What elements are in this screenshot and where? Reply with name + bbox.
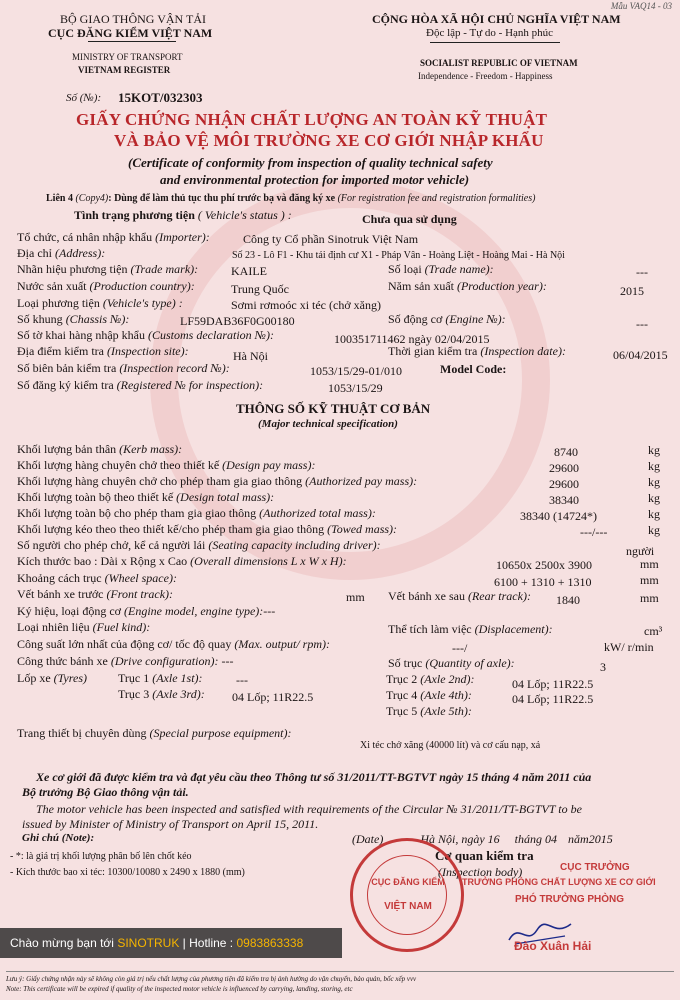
date-label: (Date) Hà Nội, ngày 16 tháng 04 năm2015: [352, 832, 613, 846]
fuel-label: Loại nhiên liệu (Fuel kind):: [17, 620, 151, 634]
spec-title: THÔNG SỐ KỸ THUẬT CƠ BẢN: [236, 401, 431, 416]
engine-no-label: Số động cơ (Engine №):: [388, 312, 506, 326]
registered-value: 1053/15/29: [328, 381, 383, 395]
notes-title: Ghi chú (Note):: [22, 832, 95, 844]
displacement-label: Thể tích làm việc (Displacement):: [388, 622, 553, 636]
spec-unit: kg: [648, 475, 660, 489]
engine-no-value: ---: [636, 317, 648, 331]
spec-value: 29600: [549, 477, 579, 491]
republic-vn: CỘNG HÒA XÃ HỘI CHỦ NGHĨA VIỆT NAM: [372, 12, 621, 26]
title-en-2: and environmental protection for imported motor vehicle): [160, 172, 470, 187]
customs-label: Số tờ khai hàng nhập khẩu (Customs declaration №):: [17, 328, 274, 342]
registered-label: Số đăng ký kiểm tra (Registered № for inspection):: [17, 378, 264, 392]
header-right-divider: [430, 42, 560, 43]
spec-value: ---/---: [580, 525, 608, 539]
title-en-1: (Certificate of conformity from inspection of quality technical safety: [128, 155, 493, 170]
model-code-label: Model Code:: [440, 362, 507, 376]
spec-unit: người: [626, 544, 655, 558]
copy-line: Liên 4 (Copy4): Dùng để làm thủ tục thu phí trước bạ và đăng ký xe (For registration fee and registration formalities): [46, 193, 536, 204]
footer-divider: [6, 971, 674, 972]
record-label: Số biên bản kiểm tra (Inspection record №):: [17, 361, 230, 375]
spec-value: 8740: [554, 445, 578, 459]
department-vn: CỤC ĐĂNG KIỂM VIỆT NAM: [48, 26, 213, 40]
axle-4-label: Trục 4 (Axle 4th):: [386, 688, 472, 702]
hotline-banner[interactable]: Chào mừng bạn tới SINOTRUK | Hotline : 0983863338: [0, 928, 342, 958]
spec-row: Kích thước bao : Dài x Rộng x Cao (Overall dimensions L x W x H):: [17, 554, 347, 568]
hotline-number[interactable]: 0983863338: [236, 936, 304, 950]
spec-row: Khối lượng toàn bộ cho phép tham gia giao thông (Authorized total mass):: [17, 506, 376, 520]
spec-unit: kg: [648, 523, 660, 537]
site-value: Hà Nội: [233, 349, 268, 363]
cert-number: 15KOT/032303: [118, 90, 203, 105]
spec-row: Khối lượng kéo theo theo thiết kế/cho phép tham gia giao thông (Towed mass):: [17, 522, 398, 536]
rear-track-label: Vết bánh xe sau (Rear track):: [388, 589, 531, 603]
axle-2-label: Trục 2 (Axle 2nd):: [386, 672, 475, 686]
site-label: Địa điểm kiểm tra (Inspection site):: [17, 344, 189, 358]
spec-row: Khối lượng toàn bộ theo thiết kế (Design total mass):: [17, 490, 275, 504]
conclusion-vn-1: Xe cơ giới đã được kiểm tra và đạt yêu cầu theo Thông tư số 31/2011/TT-BGTVT ngày 15 tháng 4 năm 2011 của: [36, 770, 592, 784]
footer-line-2: Note: This certificate will be expired if quality of the inspected motor vehicle is influenced by carrying, landing, storing, etc: [6, 985, 353, 993]
spec-unit: kg: [648, 459, 660, 473]
rear-track-unit: mm: [640, 591, 659, 605]
spec-unit: mm: [640, 557, 659, 571]
spec-row: Khối lượng hàng chuyên chở cho phép tham gia giao thông (Authorized pay mass):: [17, 474, 418, 488]
displacement-unit: cm³: [644, 624, 663, 638]
spec-row: Khối lượng bản thân (Kerb mass):: [17, 442, 183, 456]
trade-name-value: ---: [636, 265, 648, 279]
spec-value: 10650x 2500x 3900: [496, 558, 592, 572]
country-label: Nước sản xuất (Production country):: [17, 279, 195, 293]
equipment-value: Xi téc chở xăng (40000 lít) và cơ cấu nạp, xả: [360, 740, 541, 751]
motto-en: Independence - Freedom - Happiness: [418, 71, 553, 81]
power-value: ---/: [452, 641, 468, 655]
axle-1-value: ---: [236, 673, 248, 687]
note-2: - Kích thước bao xi téc: 10300/10080 x 2490 x 1880 (mm): [10, 867, 245, 878]
header-left-divider: [88, 41, 176, 42]
axle-3-label: Trục 3 (Axle 3rd):: [118, 687, 205, 701]
axle-4-value: 04 Lốp; 11R22.5: [512, 692, 594, 706]
conclusion-vn-2: Bộ trưởng Bộ Giao thông vận tải.: [22, 785, 189, 799]
vehicle-type-label: Loại phương tiện (Vehicle's type) :: [17, 296, 183, 310]
official-stamp: CỤC ĐĂNG KIỂM VIỆT NAM: [350, 838, 464, 952]
stamp-title-2: TRƯỞNG PHÒNG CHẤT LƯỢNG XE CƠ GIỚI: [462, 877, 656, 887]
address-label: Địa chỉ (Address):: [17, 246, 106, 260]
spec-value: 38340 (14724*): [520, 509, 597, 523]
ministry-vn: BỘ GIAO THÔNG VẬN TẢI: [60, 12, 206, 26]
axle-3-value: 04 Lốp; 11R22.5: [232, 690, 314, 704]
rear-track-value: 1840: [556, 593, 580, 607]
axle-5-label: Trục 5 (Axle 5th):: [386, 704, 472, 718]
cert-no-label: Số (№):: [66, 92, 102, 104]
record-value: 1053/15/29-01/010: [310, 364, 402, 378]
year-value: 2015: [620, 284, 644, 298]
spec-unit: mm: [640, 573, 659, 587]
spec-value: 6100 + 1310 + 1310: [494, 575, 592, 589]
motto-vn: Độc lập - Tự do - Hạnh phúc: [426, 27, 554, 39]
power-label: Công suất lớn nhất của động cơ/ tốc độ quay (Max. output/ rpm):: [17, 637, 330, 651]
form-code: Mẫu VAQ14 - 03: [610, 1, 672, 11]
authority-vn: Cơ quan kiểm tra: [435, 848, 534, 863]
stamp-title-1: CỤC TRƯỞNG: [560, 862, 630, 873]
title-line-2: VÀ BẢO VỆ MÔI TRƯỜNG XE CƠ GIỚI NHẬP KHẨU: [114, 131, 544, 150]
customs-value: 100351711462 ngày 02/04/2015: [334, 332, 490, 346]
importer-value: Công ty Cổ phần Sinotruk Việt Nam: [243, 232, 419, 246]
power-unit: kW/ r/min: [604, 640, 654, 654]
spec-value: 29600: [549, 461, 579, 475]
axle-1-label: Trục 1 (Axle 1st):: [118, 671, 203, 685]
front-track-label: Vết bánh xe trước (Front track):: [17, 587, 174, 601]
spec-unit: kg: [648, 491, 660, 505]
department-en: VIETNAM REGISTER: [78, 65, 171, 75]
spec-unit: kg: [648, 443, 660, 457]
axle-qty-label: Số trục (Quantity of axle):: [388, 656, 515, 670]
note-1: - *: là giá trị khối lượng phân bố lên chốt kéo: [10, 851, 192, 862]
conclusion-en-2: issued by Minister of Ministry of Transport on April 15, 2011.: [22, 817, 319, 831]
title-line-1: GIẤY CHỨNG NHẬN CHẤT LƯỢNG AN TOÀN KỸ THUẬT: [76, 110, 548, 129]
spec-row: Khối lượng hàng chuyên chở theo thiết kế (Design pay mass):: [17, 458, 316, 472]
equipment-label: Trang thiết bị chuyên dùng (Special purpose equipment):: [17, 726, 292, 740]
inspection-date-label: Thời gian kiểm tra (Inspection date):: [388, 344, 566, 358]
signer-name: Đào Xuân Hải: [514, 939, 592, 953]
inspection-date-value: 06/04/2015: [613, 348, 668, 362]
spec-row: Số người cho phép chở, kể cả người lái (Seating capacity including driver):: [17, 538, 381, 552]
address-value: Số 23 - Lô F1 - Khu tái định cư X1 - Pháp Vân - Hoàng Liệt - Hoàng Mai - Hà Nội: [232, 250, 565, 261]
republic-en: SOCIALIST REPUBLIC OF VIETNAM: [420, 58, 578, 68]
front-track-unit: mm: [346, 590, 365, 604]
chassis-value: LF59DAB36F0G00180: [180, 314, 295, 328]
spec-row: Khoảng cách trục (Wheel space):: [17, 571, 177, 585]
status-label: Tình trạng phương tiện ( Vehicle's status ) :: [74, 208, 292, 222]
conclusion-en-1: The motor vehicle has been inspected and satisfied with requirements of the Circular № 31/2011/TT-BGTVT to be: [36, 802, 582, 816]
axle-qty-value: 3: [600, 660, 606, 674]
spec-subtitle: (Major technical specification): [258, 418, 398, 430]
footer-line-1: Lưu ý: Giấy chứng nhận này sẽ không còn giá trị nếu chất lượng của phương tiện đã kiểm tra bị ảnh hưởng do vận chuyển, bảo quản, bốc xếp vvv: [6, 975, 417, 983]
stamp-title-3: PHÓ TRƯỞNG PHÒNG: [515, 894, 625, 905]
vehicle-type-value: Sơmi rơmoóc xi téc (chở xăng): [231, 298, 381, 312]
ministry-en: MINISTRY OF TRANSPORT: [72, 52, 183, 62]
trade-mark-value: KAILE: [231, 264, 267, 278]
importer-label: Tổ chức, cá nhân nhập khẩu (Importer):: [17, 230, 210, 244]
country-value: Trung Quốc: [231, 282, 289, 296]
trade-name-label: Số loại (Trade name):: [388, 262, 494, 276]
year-label: Năm sản xuất (Production year):: [388, 279, 547, 293]
authority-en: (Inspection body): [438, 865, 523, 879]
chassis-label: Số khung (Chassis №):: [17, 312, 130, 326]
spec-value: 38340: [549, 493, 579, 507]
brand-name: SINOTRUK: [117, 936, 180, 950]
tyres-label: Lốp xe (Tyres): [17, 671, 87, 685]
drive-label: Công thức bánh xe (Drive configuration): ---: [17, 654, 234, 668]
spec-unit: kg: [648, 507, 660, 521]
engine-model-label: Ký hiệu, loại động cơ (Engine model, engine type):---: [17, 604, 276, 618]
axle-2-value: 04 Lốp; 11R22.5: [512, 677, 594, 691]
trade-mark-label: Nhãn hiệu phương tiện (Trade mark):: [17, 262, 199, 276]
status-value: Chưa qua sử dụng: [362, 212, 457, 226]
